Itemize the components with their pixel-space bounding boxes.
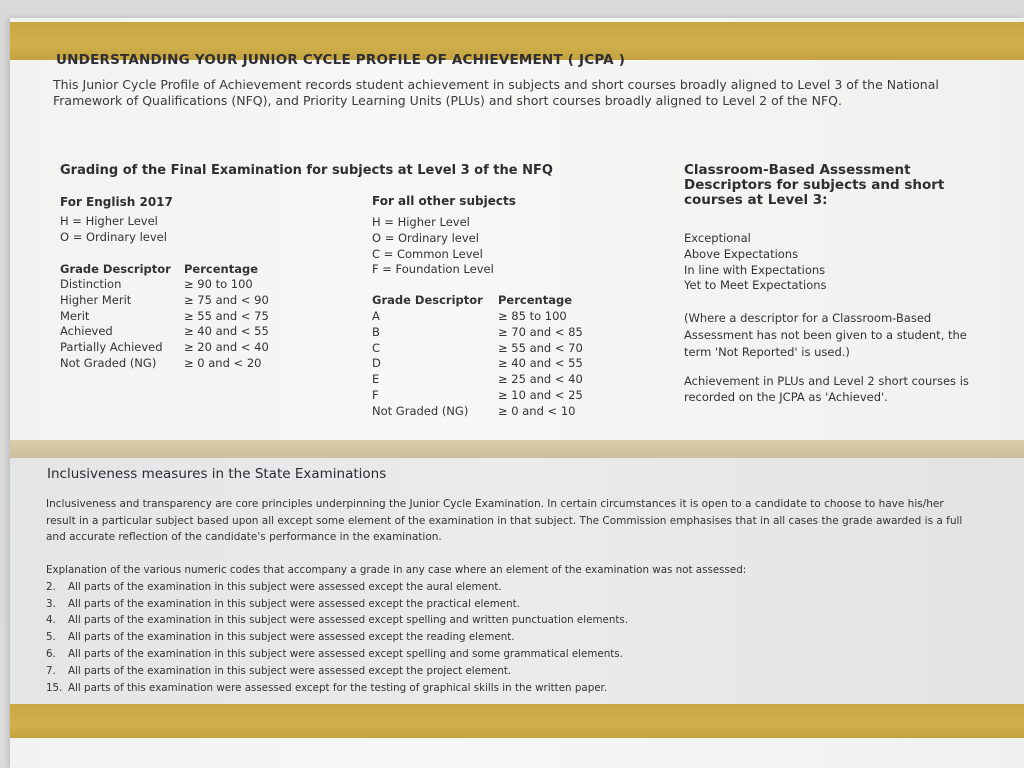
english-levels [60, 214, 167, 246]
level-item: O = Ordinary level [60, 229, 167, 244]
code-text: All parts of the examination in this subject were assessed except spelling and some grammatical elements. [68, 647, 623, 660]
descriptor-item: Above Expectations [684, 246, 799, 261]
table-cell-descriptor: F [372, 387, 379, 402]
level-item: H = Higher Level [372, 215, 470, 229]
list-item [46, 596, 746, 613]
note-line: term 'Not Reported' is used.) [684, 345, 850, 359]
plu-note [684, 373, 969, 405]
list-item [46, 646, 746, 663]
table-cell-descriptor: Not Graded (NG) [60, 355, 157, 370]
english-percentages [184, 277, 269, 372]
table-cell-descriptor: Distinction [60, 277, 122, 291]
code-text: All parts of the examination in this subject were assessed except spelling and written punctuation elements. [68, 614, 629, 627]
note-line: (Where a descriptor for a Classroom-Based [684, 311, 932, 325]
code-number: 6. [46, 647, 56, 660]
other-levels [372, 215, 494, 278]
codes-list [46, 562, 746, 696]
table-cell-descriptor: C [372, 340, 381, 355]
intro-paragraph: This Junior Cycle Profile of Achievement records student achievement in subjects and short courses broadly aligned to Level 3 of the National Framework of Qualifications (NFQ), and Priority Learning Units (PLUs) and short courses broadly aligned to Level 2 of the NFQ. [53, 77, 939, 108]
other-subjects-heading: For all other subjects [372, 194, 516, 208]
list-item [46, 663, 746, 680]
code-number: 4. [46, 614, 56, 627]
classroom-descriptors [684, 231, 827, 294]
table-cell-descriptor: Merit [60, 308, 90, 323]
descriptor-item: In line with Expectations [684, 262, 826, 277]
table-cell-descriptor: Achieved [60, 324, 113, 339]
english-heading: For English 2017 [60, 195, 173, 209]
code-number: 15. [46, 681, 63, 694]
page-title: UNDERSTANDING YOUR JUNIOR CYCLE PROFILE OF ACHIEVEMENT ( JCPA ) [56, 52, 626, 68]
grading-heading: Grading of the Final Examination for subjects at Level 3 of the NFQ [60, 163, 553, 178]
table-cell-percentage: ≥ 0 and < 10 [498, 403, 576, 418]
code-number: 2. [46, 580, 56, 593]
table-cell-percentage: ≥ 70 and < 85 [498, 324, 583, 339]
list-item [46, 629, 746, 646]
table-cell-percentage: ≥ 40 and < 55 [498, 356, 583, 371]
list-item [46, 612, 746, 629]
table-cell-descriptor: B [372, 324, 380, 339]
inclusiveness-title: Inclusiveness measures in the State Examinations [47, 466, 387, 482]
code-number: 7. [46, 664, 56, 677]
code-number: 5. [46, 631, 56, 644]
classroom-heading [684, 163, 944, 208]
table-cell-descriptor: A [372, 309, 380, 323]
table-cell-descriptor: Not Graded (NG) [372, 403, 469, 418]
codes-intro: Explanation of the various numeric codes that accompany a grade in any case where an element of the examination was not assessed: [46, 564, 747, 576]
table-cell-percentage: ≥ 55 and < 70 [498, 340, 583, 355]
table-cell-percentage: ≥ 20 and < 40 [184, 340, 269, 355]
level-item: F = Foundation Level [372, 262, 494, 277]
table-cell-descriptor: E [372, 372, 380, 387]
other-descriptors [372, 309, 468, 420]
code-number: 3. [46, 597, 56, 610]
descriptor-item: Exceptional [684, 231, 751, 245]
bottom-gold-band [10, 704, 1024, 738]
english-col-descriptor: Grade Descriptor [60, 262, 171, 276]
other-percentages [498, 309, 583, 420]
code-text: All parts of the examination in this subject were assessed except the aural element. [68, 580, 502, 593]
not-reported-note [684, 310, 967, 361]
code-text: All parts of the examination in this subject were assessed except the project element. [68, 664, 512, 677]
table-cell-percentage: ≥ 85 to 100 [498, 309, 567, 323]
table-cell-percentage: ≥ 90 to 100 [184, 277, 253, 291]
table-cell-descriptor: Partially Achieved [60, 340, 163, 355]
other-col-descriptor: Grade Descriptor [372, 293, 483, 307]
plu-note-line: recorded on the JCPA as 'Achieved'. [684, 390, 888, 404]
table-cell-percentage: ≥ 10 and < 25 [498, 387, 583, 402]
classroom-heading-line: courses at Level 3: [684, 192, 828, 208]
table-cell-descriptor: D [372, 356, 381, 371]
code-text: All parts of this examination were assessed except for the testing of graphical skills in the written paper. [68, 681, 608, 694]
table-cell-percentage: ≥ 25 and < 40 [498, 372, 583, 387]
level-item: C = Common Level [372, 246, 483, 261]
code-text: All parts of the examination in this subject were assessed except the practical element. [68, 597, 520, 610]
table-cell-percentage: ≥ 75 and < 90 [184, 292, 269, 307]
note-line: Assessment has not been given to a student, the [684, 328, 967, 342]
list-item [46, 579, 746, 596]
list-item [46, 680, 746, 697]
level-item: H = Higher Level [60, 214, 158, 228]
classroom-heading-line: Descriptors for subjects and short [684, 177, 945, 193]
plu-note-line: Achievement in PLUs and Level 2 short courses is [684, 374, 969, 388]
code-text: All parts of the examination in this subject were assessed except the reading element. [68, 631, 515, 644]
level-item: O = Ordinary level [372, 230, 479, 245]
descriptor-item: Yet to Meet Expectations [684, 278, 827, 293]
other-col-percentage: Percentage [498, 293, 572, 307]
table-cell-percentage: ≥ 0 and < 20 [184, 355, 262, 370]
classroom-heading-line: Classroom-Based Assessment [684, 162, 911, 178]
english-col-percentage: Percentage [184, 262, 258, 276]
middle-divider-band [10, 440, 1024, 458]
table-cell-percentage: ≥ 55 and < 75 [184, 308, 269, 323]
english-descriptors [60, 277, 163, 372]
inclusiveness-paragraph: Inclusiveness and transparency are core principles underpinning the Junior Cycle Examination. In certain circumstances it is open to a candidate to choose to have his/her result in a particular subject based upon all except some element of the examination in that subject. The Commission emphasises that in all cases the grade awarded is a full and accurate reflection of the candidate's performance in the examination. [46, 498, 963, 543]
table-cell-descriptor: Higher Merit [60, 292, 132, 307]
table-cell-percentage: ≥ 40 and < 55 [184, 324, 269, 339]
